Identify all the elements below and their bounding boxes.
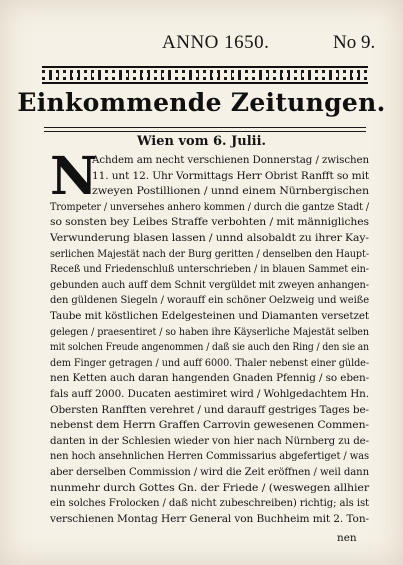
article-line: zweyen Postillionen / unnd einem Nürnbergischen: [92, 185, 369, 198]
article-line: Verwunderung blasen lassen / unnd alsobaldt zu ihrer Kay-: [50, 232, 369, 244]
article-line: nunmehr durch Gottes Gn. der Friede / (weswegen allhier: [50, 481, 369, 494]
article-line: danten in der Schlesien wieder von hier nach Nürnberg zu de-: [50, 434, 369, 447]
article-line: fals auff 2000. Ducaten aestimiret wird / Wohlgedachtem Hn.: [50, 388, 369, 400]
article-line: so sonsten bey Leibes Straffe verbohten / mit männigliches: [50, 216, 369, 229]
title-rule-thin: [44, 131, 366, 132]
newspaper-title: Einkommende Zeitungen.: [17, 88, 386, 117]
year-label: ANNO 1650.: [162, 32, 270, 53]
article-line: verschienen Montag Herr General von Buchheim mit 2. Ton-: [50, 512, 369, 525]
article-line: mit solchen Freude angenommen / daß sie auch den Ring / den sie an: [50, 341, 369, 354]
article-line: Obersten Ranfften verehret / und darauff gestriges Tages be-: [50, 403, 369, 416]
article-line: nen hoch ansehnlichen Herren Commissarius abgefertiget / was: [50, 450, 369, 463]
article-line: dem Finger getragen / und auff 6000. Thaler nebenst einer gülde-: [50, 356, 369, 369]
article-line: Achdem am necht verschienen Donnerstag / zwischen: [92, 154, 369, 166]
article-line: ein solches Frolocken / daß nicht zubeschreiben) richtig; als ist: [50, 497, 369, 510]
article-line: gebunden auch auff dem Schnit vergüldet mit zweyen anhangen-: [50, 278, 369, 291]
article-line: Taube mit köstlichen Edelgesteinen und Diamanten versetzet: [50, 310, 369, 322]
article-line: 11. unt 12. Uhr Vormittags Herr Obrist Ranfft so mit: [92, 169, 369, 182]
article-line: aber derselben Commission / wird die Zeit eröffnen / weil dann: [50, 466, 369, 478]
article-line: den güldenen Siegeln / worauff ein schöner Oelzweig und weiße: [50, 294, 369, 307]
issue-number: No 9.: [333, 32, 376, 53]
catchword: nen: [337, 532, 357, 544]
article-line: Receß und Friedenschluß unterschrieben / in blauen Sammet ein-: [50, 263, 369, 276]
title-rule: [44, 127, 366, 128]
drop-cap: N: [50, 146, 98, 207]
article-line: Trompeter / unversehes anhero kommen / durch die gantze Stadt /: [50, 200, 369, 213]
article-line: serlichen Majestät nach der Burg geritten / denselben den Haupt-: [50, 247, 369, 260]
article-line: gelegen / praesentiret / so haben ihre Käyserliche Majestät selben: [50, 325, 369, 338]
article-line: nebenst dem Herrn Graffen Carrovin gewesenen Commen-: [50, 419, 369, 432]
ornamental-border: [42, 66, 368, 84]
article-line: nen Ketten auch daran hangenden Gnaden Pfennig / so eben-: [50, 372, 369, 385]
place-dateline: Wien vom 6. Julii.: [136, 134, 267, 149]
issue-dateline: [0, 32, 403, 54]
